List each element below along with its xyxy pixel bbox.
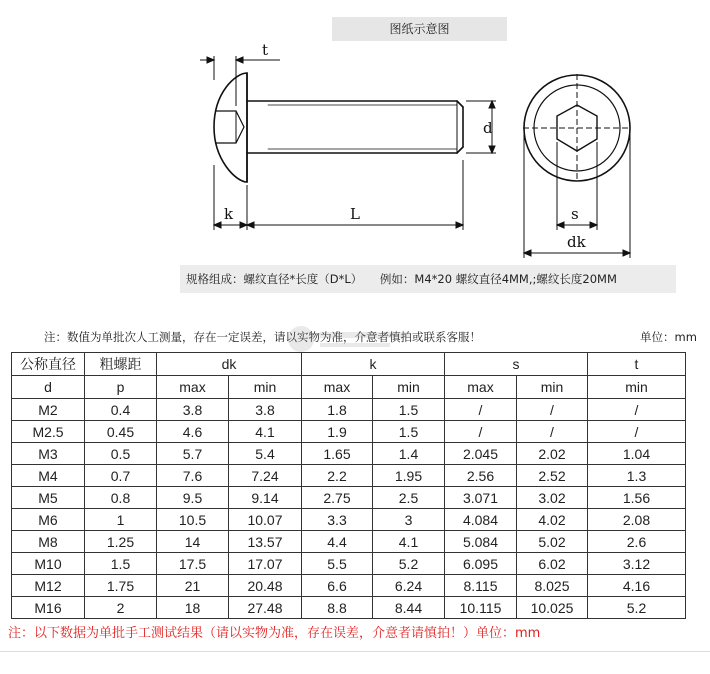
table-row xyxy=(12,509,686,531)
table-cell: 10.5 xyxy=(157,509,229,531)
dim-label-k: k xyxy=(224,205,234,223)
table-cell: 3.12 xyxy=(588,553,686,575)
table-cell: 18 xyxy=(157,597,229,619)
table-row xyxy=(12,421,686,443)
table-row xyxy=(12,553,686,575)
table-cell: 1.3 xyxy=(588,465,686,487)
table-cell: M10 xyxy=(12,553,85,575)
table-cell: / xyxy=(588,399,686,421)
table-cell: 3.3 xyxy=(302,509,373,531)
table-cell: 1.56 xyxy=(588,487,686,509)
table-cell: 4.1 xyxy=(373,531,445,553)
bottom-note: 注：以下数据为单批手工测试结果（请以实物为准，存在误差，介意者请慎拍！）单位：mm xyxy=(8,626,541,641)
table-subheader-row xyxy=(12,376,686,399)
table-cell: M16 xyxy=(12,597,85,619)
subheader-k-min: min xyxy=(373,376,445,399)
table-cell: 4.1 xyxy=(229,421,302,443)
table-cell: 6.02 xyxy=(517,553,588,575)
table-cell: 1.9 xyxy=(302,421,373,443)
table-cell: 2 xyxy=(85,597,157,619)
header-dk: dk xyxy=(157,353,302,376)
table-cell: 2.5 xyxy=(373,487,445,509)
table-cell: 4.6 xyxy=(157,421,229,443)
table-cell: 4.084 xyxy=(445,509,517,531)
table-row xyxy=(12,531,686,553)
table-cell: 8.025 xyxy=(517,575,588,597)
table-row xyxy=(12,465,686,487)
spec-table xyxy=(11,352,686,619)
table-cell: 2.6 xyxy=(588,531,686,553)
header-nominal: 公称直径 xyxy=(12,353,85,376)
table-cell: 27.48 xyxy=(229,597,302,619)
table-cell: 20.48 xyxy=(229,575,302,597)
table-cell: 1.4 xyxy=(373,443,445,465)
subheader-dk-min: min xyxy=(229,376,302,399)
header-pitch: 粗螺距 xyxy=(85,353,157,376)
subheader-s-max: max xyxy=(445,376,517,399)
table-row xyxy=(12,597,686,619)
table-cell: 5.084 xyxy=(445,531,517,553)
subheader-k-max: max xyxy=(302,376,373,399)
table-cell: 1.8 xyxy=(302,399,373,421)
table-cell: 17.07 xyxy=(229,553,302,575)
table-cell: 3 xyxy=(373,509,445,531)
subheader-d: d xyxy=(12,376,85,399)
table-cell: M2 xyxy=(12,399,85,421)
table-cell: 0.7 xyxy=(85,465,157,487)
table-cell: 6.24 xyxy=(373,575,445,597)
table-cell: 5.7 xyxy=(157,443,229,465)
subheader-p: p xyxy=(85,376,157,399)
table-cell: 3.8 xyxy=(229,399,302,421)
table-cell: 1.95 xyxy=(373,465,445,487)
table-body xyxy=(12,399,686,619)
spec-example: 例如：M4*20 螺纹直径4MM,;螺纹长度20MM xyxy=(379,272,617,286)
table-cell: 1.5 xyxy=(85,553,157,575)
table-cell: 7.6 xyxy=(157,465,229,487)
table-cell: 3.02 xyxy=(517,487,588,509)
table-cell: 9.14 xyxy=(229,487,302,509)
table-cell: 2.2 xyxy=(302,465,373,487)
table-header-row xyxy=(12,353,686,376)
table-cell: 1.25 xyxy=(85,531,157,553)
table-cell: 1 xyxy=(85,509,157,531)
table-cell: 1.5 xyxy=(373,421,445,443)
screw-drawing xyxy=(0,0,710,262)
table-cell: 1.5 xyxy=(373,399,445,421)
table-cell: 0.45 xyxy=(85,421,157,443)
table-cell: / xyxy=(445,421,517,443)
table-cell: 2.75 xyxy=(302,487,373,509)
table-cell: 5.5 xyxy=(302,553,373,575)
header-s: s xyxy=(445,353,588,376)
table-cell: 4.4 xyxy=(302,531,373,553)
table-cell: 7.24 xyxy=(229,465,302,487)
table-cell: 6.095 xyxy=(445,553,517,575)
table-cell: 8.8 xyxy=(302,597,373,619)
table-cell: 17.5 xyxy=(157,553,229,575)
table-cell: 1.75 xyxy=(85,575,157,597)
dim-label-d: d xyxy=(483,119,493,137)
table-cell: 4.16 xyxy=(588,575,686,597)
table-cell: 5.02 xyxy=(517,531,588,553)
table-row xyxy=(12,399,686,421)
table-cell: 13.57 xyxy=(229,531,302,553)
header-k: k xyxy=(302,353,445,376)
dim-label-s: s xyxy=(571,205,579,223)
unit-label: 单位：mm xyxy=(640,330,697,344)
table-cell: / xyxy=(588,421,686,443)
table-cell: M5 xyxy=(12,487,85,509)
table-cell: 0.8 xyxy=(85,487,157,509)
table-cell: 2.045 xyxy=(445,443,517,465)
table-cell: 10.07 xyxy=(229,509,302,531)
dim-label-t: t xyxy=(262,41,269,59)
table-cell: / xyxy=(445,399,517,421)
table-cell: 0.4 xyxy=(85,399,157,421)
table-cell: 2.08 xyxy=(588,509,686,531)
screw-head-dome xyxy=(214,73,247,182)
divider xyxy=(0,651,710,652)
table-cell: 1.04 xyxy=(588,443,686,465)
table-cell: 5.2 xyxy=(373,553,445,575)
table-cell: 5.4 xyxy=(229,443,302,465)
table-cell: 4.02 xyxy=(517,509,588,531)
table-cell: 8.115 xyxy=(445,575,517,597)
table-cell: 2.56 xyxy=(445,465,517,487)
table-cell: 2.02 xyxy=(517,443,588,465)
table-cell: 21 xyxy=(157,575,229,597)
table-row xyxy=(12,575,686,597)
spec-composition: 规格组成：螺纹直径*长度（D*L） xyxy=(186,272,363,286)
table-cell: 10.025 xyxy=(517,597,588,619)
dim-label-L: L xyxy=(350,205,360,223)
table-cell: 3.8 xyxy=(157,399,229,421)
table-cell: M8 xyxy=(12,531,85,553)
table-cell: 2.52 xyxy=(517,465,588,487)
table-cell: / xyxy=(517,399,588,421)
table-cell: 9.5 xyxy=(157,487,229,509)
dim-label-dk: dk xyxy=(567,233,586,251)
table-cell: 10.115 xyxy=(445,597,517,619)
spec-composition-bar xyxy=(180,265,676,293)
table-cell: 5.2 xyxy=(588,597,686,619)
table-cell: 1.65 xyxy=(302,443,373,465)
table-cell: 14 xyxy=(157,531,229,553)
subheader-s-min: min xyxy=(517,376,588,399)
drawing-title: 图纸示意图 xyxy=(332,17,507,41)
table-cell: 0.5 xyxy=(85,443,157,465)
table-cell: M4 xyxy=(12,465,85,487)
subheader-dk-max: max xyxy=(157,376,229,399)
header-t: t xyxy=(588,353,686,376)
table-cell: 8.44 xyxy=(373,597,445,619)
table-cell: M12 xyxy=(12,575,85,597)
table-cell: / xyxy=(517,421,588,443)
table-cell: M3 xyxy=(12,443,85,465)
table-cell: 6.6 xyxy=(302,575,373,597)
table-cell: M2.5 xyxy=(12,421,85,443)
subheader-t-min: min xyxy=(588,376,686,399)
table-cell: M6 xyxy=(12,509,85,531)
table-row xyxy=(12,443,686,465)
table-cell: 3.071 xyxy=(445,487,517,509)
table-row xyxy=(12,487,686,509)
measurement-note: 注：数值为单批次人工测量，存在一定误差，请以实物为准，介意者慎拍或联系客服！ xyxy=(44,330,481,344)
